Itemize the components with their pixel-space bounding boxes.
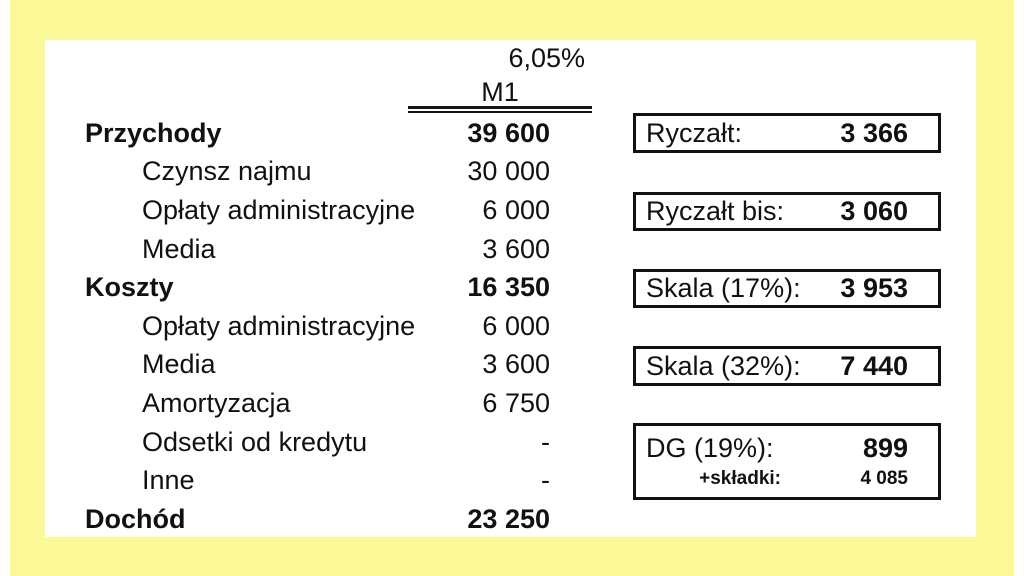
tax-box-label: Skala (17%): [646, 273, 801, 303]
tax-box-value: 3 366 [840, 117, 908, 148]
cell-value: 16 350 [467, 272, 550, 303]
row-label: Inne [142, 465, 195, 496]
tax-box-label: Skala (32%): [646, 350, 801, 381]
tax-box-ryczalt-bis [633, 192, 941, 231]
tax-box-label: DG (19%): [646, 433, 774, 463]
row-label: Przychody [85, 117, 222, 148]
cell-value: 3 600 [482, 349, 550, 380]
cell-value: 6 000 [482, 194, 550, 225]
cell-value: 39 600 [467, 117, 550, 148]
tax-box-dg [633, 423, 941, 500]
interest-rate-header: 6,05% [508, 43, 585, 73]
cell-value: - [541, 426, 550, 457]
tax-box-value: 899 [862, 433, 908, 463]
table-row [45, 384, 976, 423]
tax-box-value: 3 060 [840, 196, 908, 226]
tax-box-skala-32 [633, 346, 941, 386]
row-label: Odsetki od kredytu [142, 426, 368, 457]
contributions-value: 4 085 [860, 467, 908, 489]
table-row [45, 307, 976, 346]
tax-box-label: Ryczałt: [646, 117, 743, 148]
table-row [45, 230, 976, 269]
row-label: Amortyzacja [142, 387, 291, 418]
row-label: Opłaty administracyjne [142, 310, 416, 341]
cell-value: 30 000 [467, 156, 550, 187]
tax-box-dg-contributions [636, 468, 938, 492]
cell-value: 23 250 [467, 503, 550, 534]
row-label: Media [142, 349, 216, 380]
cell-value: - [541, 465, 550, 496]
cell-value: 6 000 [482, 310, 550, 341]
contributions-label: +składki: [699, 467, 781, 489]
row-label: Dochód [85, 503, 186, 534]
column-header-m1: M1 [481, 77, 519, 107]
tax-box-value: 3 953 [840, 273, 908, 303]
table-row [45, 500, 976, 539]
double-rule [408, 106, 592, 113]
tax-box-ryczalt [633, 113, 941, 153]
cell-value: 6 750 [482, 387, 550, 418]
row-label: Media [142, 233, 216, 264]
statement-panel [45, 40, 976, 537]
tax-box-value: 7 440 [840, 350, 908, 381]
cell-value: 3 600 [482, 233, 550, 264]
tax-box-skala-17 [633, 269, 941, 308]
row-label: Czynsz najmu [142, 156, 312, 187]
row-label: Opłaty administracyjne [142, 194, 416, 225]
row-label: Koszty [85, 272, 174, 303]
tax-box-label: Ryczałt bis: [646, 196, 785, 226]
table-row [45, 153, 976, 192]
tax-box-dg-main [636, 432, 938, 466]
